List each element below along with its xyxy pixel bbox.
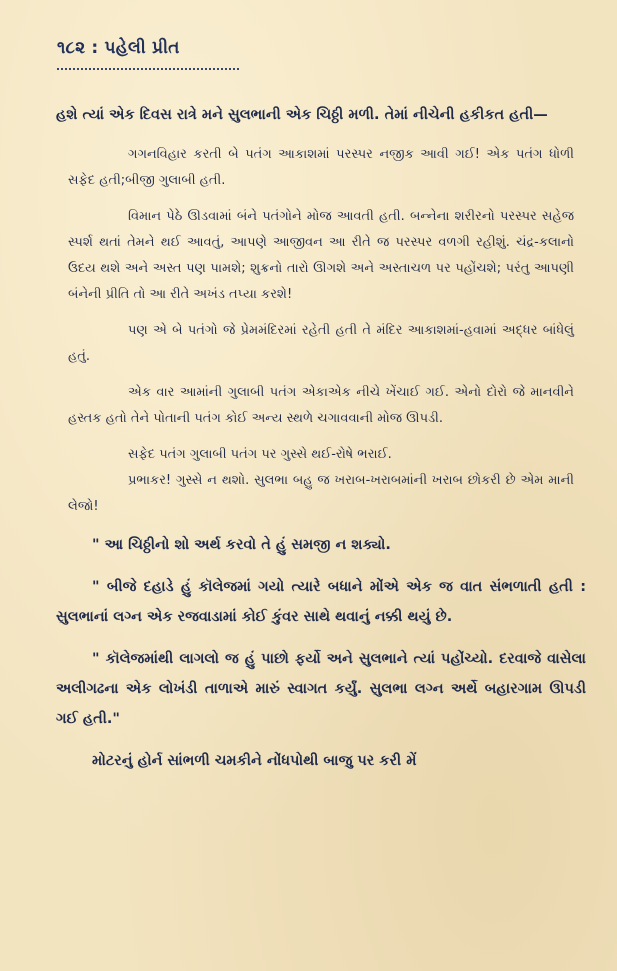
- letter-paragraph-2: વિમાન પેઠે ઊડવામાં બંને પતંગોને મોજ આવતી હતી. બન્નેના શરીરનો પરસ્પર સહેજ સ્પર્શ થતાં તેમને થઈ આવતું, આપણે આજીવન આ રીતે જ પરસ્પર વળગી રહીશું. ચંદ્ર-કલાનો ઉદય થશે અને અસ્ત પણ પામશે; શુક્રનો તારો ઊગશે અને અસ્તાચળ પર પહોંચશે; પરંતુ આપણી બંનેની પ્રીતિ તો આ રીતે અખંડ તપ્યા કરશે!: [68, 209, 574, 302]
- paragraph-meaning: " આ ચિઠ્ઠીનો શો અર્થ કરવો તે હું સમજી ન શક્યો.: [92, 537, 391, 553]
- letter-paragraph-3: પણ એ બે પતંગો જે પ્રેમમંદિરમાં રહેતી હતી તે મંદિર આકાશમાં-હવામાં અદ્ધર બાંધેલું હતું.: [68, 323, 574, 364]
- letter-paragraph-4: એક વાર આમાંની ગુલાબી પતંગ એકાએક નીચે ખેંચાઈ ગઈ. એનો દોરો જે માનવીને હસ્તક હતો તેને પોતાની પતંગ કોઈ અન્ય સ્થળે ચગાવવાની મોજ ઊપડી.: [68, 385, 574, 426]
- letter-paragraph-1: ગગનવિહાર કરતી બે પતંગ આકાશમાં પરસ્પર નજીક આવી ગઈ! એક પતંગ ધોળી સફેદ હતી;બીજી ગુલાબી હતી.: [68, 147, 574, 188]
- paragraph-motor-horn: મોટરનું હોર્ન સાંભળી ચમકીને નોંધપોથી બાજુ પર કરી મેં: [92, 753, 417, 769]
- letter-paragraph-5: સફેદ પતંગ ગુલાબી પતંગ પર ગુસ્સે થઈ-રોષે ભરાઈ.: [128, 447, 392, 462]
- running-head: ૧૮૨ : પહેલી પ્રીત: [57, 38, 180, 58]
- header-dotted-rule: [57, 68, 239, 70]
- page-body: [56, 100, 586, 788]
- paragraph-intro: હશે ત્યાં એક દિવસ રાત્રે મને સુલભાની એક ચિઠ્ઠી મળી. તેમાં નીચેની હકીકત હતી—: [56, 107, 548, 123]
- letter-paragraph-6: પ્રભાકર! ગુસ્સે ન થશો. સુલભા બહુ જ ખરાબ-ખરાબમાંની ખરાબ છોકરી છે એમ માની લેજો!: [68, 473, 574, 514]
- paragraph-return: " કૉલેજમાંથી લાગલો જ હું પાછો ફર્યો અને સુલભાને ત્યાં પહોંચ્યો. દરવાજે વાસેલા અલીગઢના એક લોખંડી તાળાએ મારું સ્વાગત કર્યું. સુલભા લગ્ન અર્થે બહારગામ ઊપડી ગઈ હતી.": [56, 651, 586, 727]
- paragraph-college-news: " બીજે દહાડે હું કૉલેજમાં ગયો ત્યારે બધાને મોંએ એક જ વાત સંભળાતી હતી : સુલભાનાં લગ્ન એક રજવાડામાં કોઈ કુંવર સાથે થવાનું નક્કી થયું છે.: [56, 579, 586, 625]
